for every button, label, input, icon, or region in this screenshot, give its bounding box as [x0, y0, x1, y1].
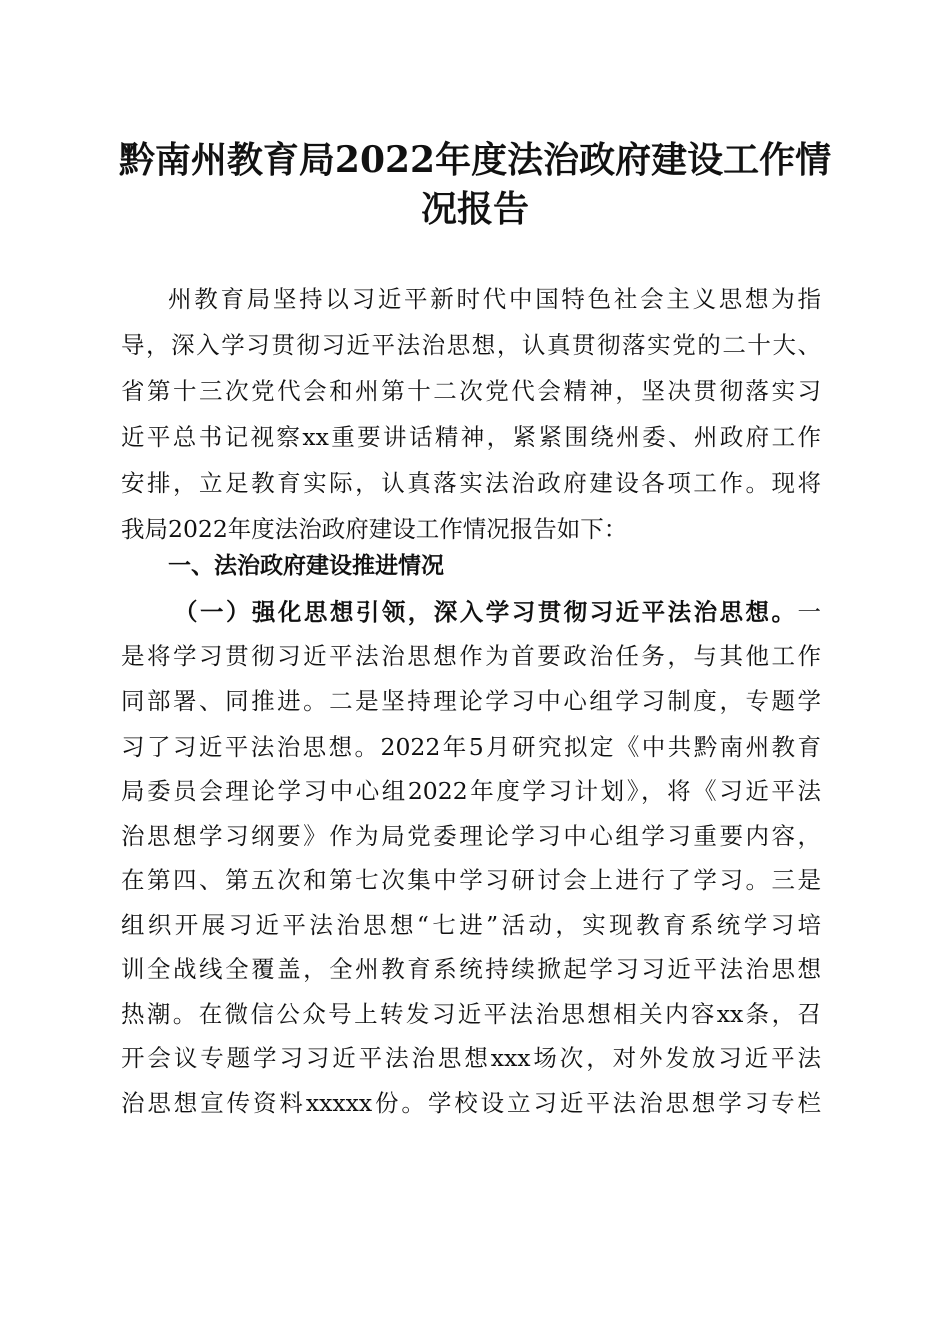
- intro-paragraph-line: 省第十三次党代会和州第十二次党代会精神，坚决贯彻落实习: [121, 377, 821, 405]
- subsection-paragraph-line: 是将学习贯彻习近平法治思想作为首要政治任务，与其他工作: [121, 642, 821, 670]
- subsection-paragraph-line: 训全战线全覆盖，全州教育系统持续掀起学习习近平法治思想: [121, 955, 821, 983]
- subsection-paragraph-line: 组织开展习近平法治思想“七进”活动，实现教育系统学习培: [121, 911, 821, 939]
- subsection-paragraph-line: 在第四、第五次和第七次集中学习研讨会上进行了学习。三是: [121, 866, 821, 894]
- intro-paragraph-line: 导，深入学习贯彻习近平法治思想，认真贯彻落实党的二十大、: [121, 331, 821, 359]
- subsection-paragraph-line: 同部署、同推进。二是坚持理论学习中心组学习制度，专题学: [121, 687, 821, 715]
- intro-paragraph-line: 安排，立足教育实际，认真落实法治政府建设各项工作。现将: [121, 469, 821, 497]
- subsection-paragraph-line: 治思想宣传资料xxxxx份。学校设立习近平法治思想学习专栏: [121, 1089, 821, 1117]
- subsection-first-line-tail: 一: [797, 598, 821, 626]
- subsection-first-line: [174, 594, 821, 630]
- section-heading: 一、法治政府建设推进情况: [168, 553, 444, 579]
- subsection-paragraph-line: 开会议专题学习习近平法治思想xxx场次，对外发放习近平法: [121, 1044, 821, 1072]
- subsection-title: （一）强化思想引领，深入学习贯彻习近平法治思想。: [174, 598, 798, 626]
- intro-paragraph-line: 州教育局坚持以习近平新时代中国特色社会主义思想为指: [168, 285, 821, 313]
- subsection-paragraph-line: 局委员会理论学习中心组2022年度学习计划》，将《习近平法: [121, 777, 821, 805]
- subsection-paragraph-line: 治思想学习纲要》作为局党委理论学习中心组学习重要内容，: [121, 822, 821, 850]
- document-title-line-1: 黔南州教育局2022年度法治政府建设工作情: [118, 139, 832, 181]
- intro-paragraph-line: 近平总书记视察xx重要讲话精神，紧紧围绕州委、州政府工作: [121, 423, 821, 451]
- subsection-paragraph-line: 习了习近平法治思想。2022年5月研究拟定《中共黔南州教育: [121, 733, 821, 761]
- subsection-paragraph-line: 热潮。在微信公众号上转发习近平法治思想相关内容xx条，召: [121, 1000, 821, 1028]
- document-title-line-2: 况报告: [420, 188, 529, 230]
- intro-paragraph-line: 我局2022年度法治政府建设工作情况报告如下：: [121, 515, 628, 543]
